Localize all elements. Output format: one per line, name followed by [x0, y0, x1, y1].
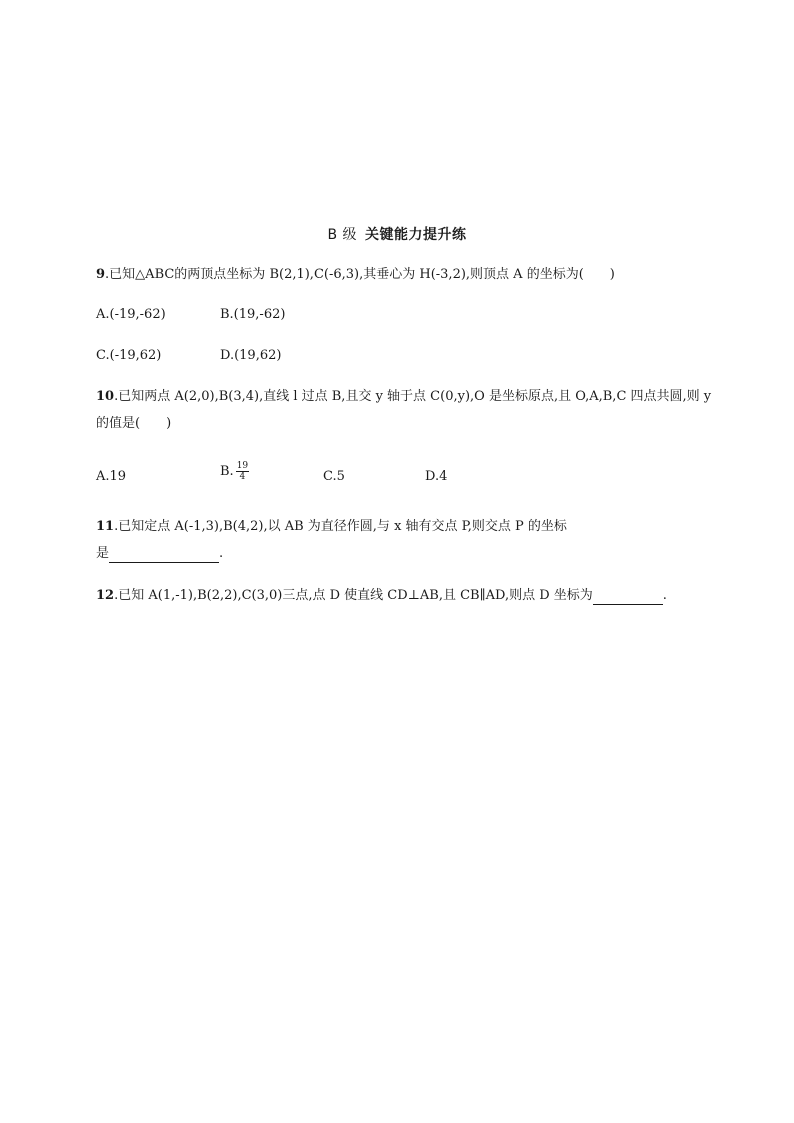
question-11-end: .: [219, 546, 224, 561]
question-10-option-b[interactable]: [220, 461, 249, 482]
question-10-stem-line1: [96, 388, 711, 406]
fraction-numerator: 19: [236, 461, 249, 471]
question-9-option-a[interactable]: A.(-19,-62): [96, 307, 166, 322]
question-9-option-d[interactable]: D.(19,62): [220, 348, 282, 363]
question-11-stem-line2: [96, 545, 223, 563]
section-level: B 级: [327, 227, 358, 243]
question-11-text-line1: .已知定点 A(-1,3),B(4,2),以 AB 为直径作圆,与 x 轴有交点 P,则交点 P 的坐标: [114, 519, 567, 534]
question-11-number: 11: [96, 519, 115, 534]
question-11-answer-blank[interactable]: [109, 548, 219, 563]
question-9-number: 9: [96, 267, 106, 282]
question-10-option-d[interactable]: D.4: [425, 469, 448, 484]
question-10-text-line1: .已知两点 A(2,0),B(3,4),直线 l 过点 B,且交 y 轴于点 C(0,y),O 是坐标原点,且 O,A,B,C 四点共圆,则 y: [114, 389, 712, 404]
question-9-stem: [96, 266, 615, 284]
question-9-option-b[interactable]: B.(19,-62): [220, 307, 286, 322]
section-title: [0, 224, 794, 244]
question-10-option-b-fraction: [236, 461, 249, 482]
question-12-end: .: [662, 588, 667, 603]
question-11-stem-line1: [96, 518, 567, 536]
question-12-number: 12: [96, 588, 115, 603]
question-12-answer-blank[interactable]: [593, 590, 663, 605]
question-12-stem: [96, 587, 667, 605]
question-10-number: 10: [96, 389, 115, 404]
question-10-stem-line2: 的值是( ): [96, 416, 172, 431]
fraction-denominator: 4: [239, 472, 246, 482]
question-9-text: .已知△ABC的两顶点坐标为 B(2,1),C(-6,3),其垂心为 H(-3,2),则顶点 A 的坐标为( ): [105, 267, 615, 282]
question-9-option-c[interactable]: C.(-19,62): [96, 348, 162, 363]
question-10-option-a[interactable]: A.19: [96, 469, 127, 484]
section-name: 关键能力提升练: [365, 227, 467, 243]
question-10-option-c[interactable]: C.5: [323, 469, 345, 484]
question-12-text: .已知 A(1,-1),B(2,2),C(3,0)三点,点 D 使直线 CD⊥AB,且 CB∥AD,则点 D 坐标为: [114, 588, 593, 603]
question-10-option-b-label: B.: [220, 464, 234, 479]
question-11-text-line2: 是: [96, 546, 110, 561]
